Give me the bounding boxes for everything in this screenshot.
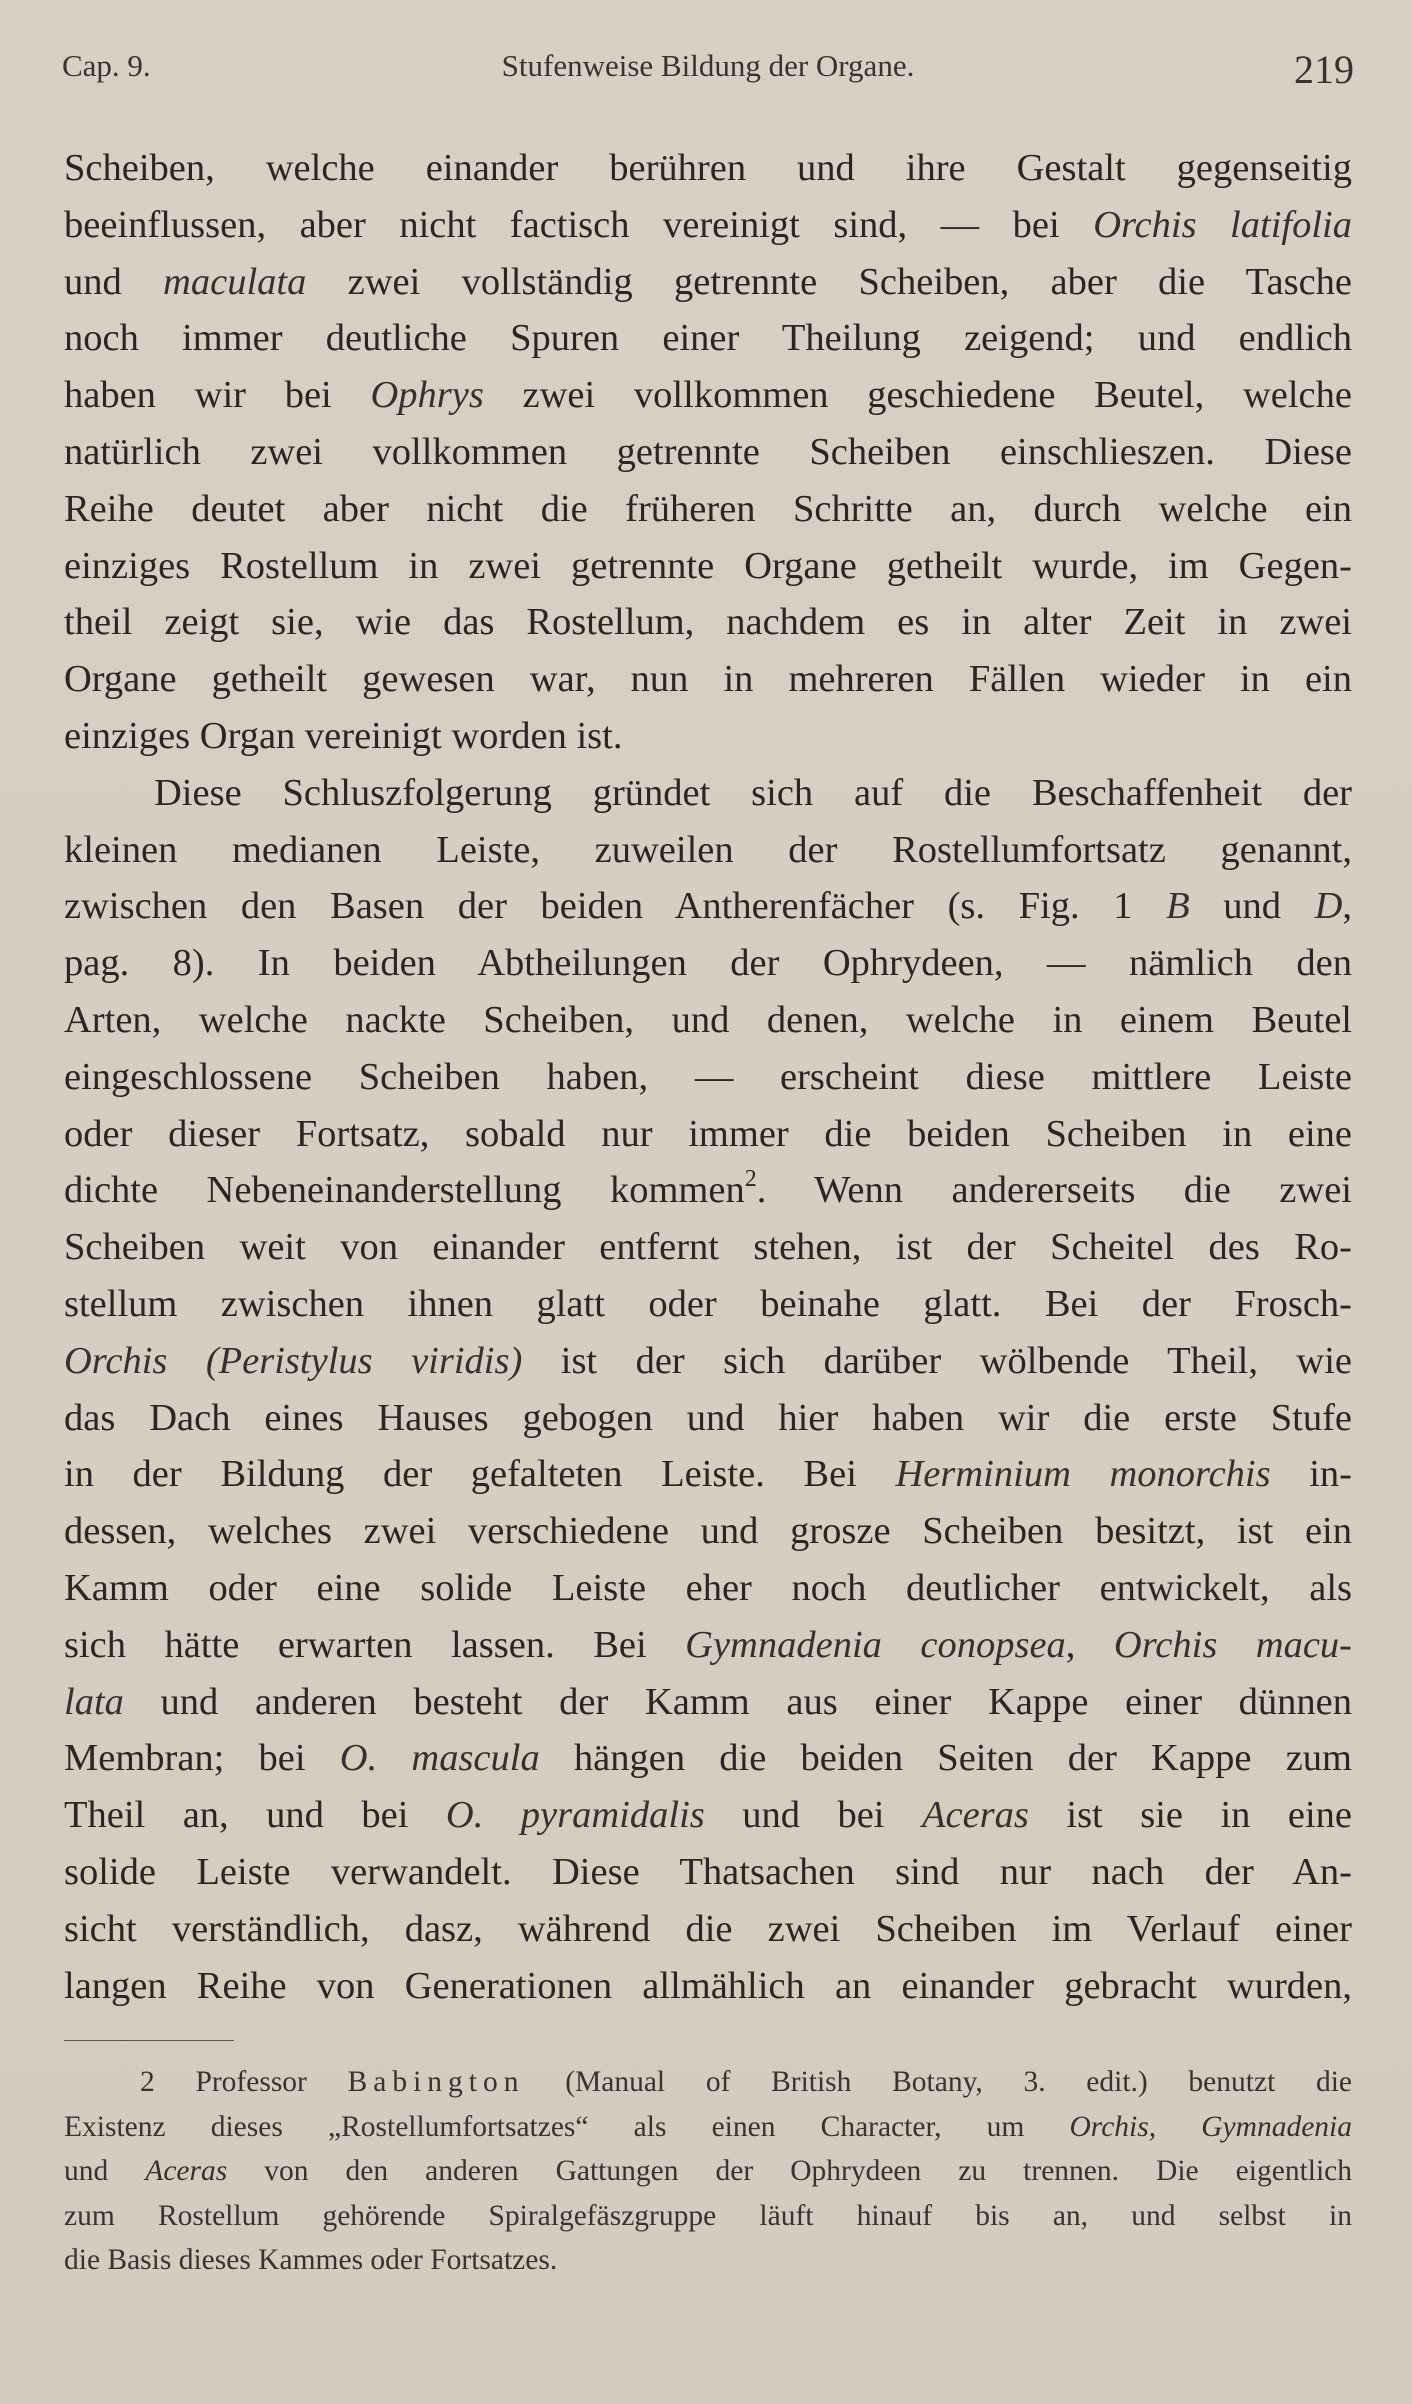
text-run: haben wir bei bbox=[64, 374, 371, 417]
page-number: 219 bbox=[1294, 47, 1354, 92]
text-run: 2 Professor bbox=[140, 2066, 348, 2098]
text-line bbox=[64, 1390, 1352, 1447]
text-run: Kamm oder eine solide Leiste eher noch deutlicher entwickelt, als bbox=[64, 1566, 1352, 1609]
text-run: Scheiben, welche einander berühren und ihre Gestalt gegenseitig bbox=[64, 147, 1352, 189]
text-line bbox=[64, 2105, 1352, 2150]
text-line bbox=[64, 651, 1352, 708]
running-header bbox=[62, 40, 1354, 100]
footnote bbox=[64, 2060, 1352, 2283]
text-run: die Basis dieses Kammes oder Fortsatzes. bbox=[64, 2244, 558, 2277]
footnote-marker: 2 bbox=[744, 1166, 757, 1193]
text-run: Existenz dieses „Rostellumfortsatzes“ als einen Character, um bbox=[64, 2110, 1070, 2143]
italic-term: Herminium monorchis bbox=[895, 1453, 1271, 1496]
text-run: oder dieser Fortsatz, sobald nur immer die beiden Scheiben in eine bbox=[64, 1112, 1352, 1155]
text-run: in der Bildung der gefalteten Leiste. Bei bbox=[64, 1453, 896, 1496]
text-line bbox=[64, 1333, 1352, 1390]
italic-term: Ophrys bbox=[370, 374, 484, 417]
text-run: , bbox=[1342, 885, 1353, 928]
italic-term: Orchis latifolia bbox=[1093, 203, 1352, 246]
italic-term: Orchis, Gymnadenia bbox=[1069, 2110, 1352, 2143]
text-line bbox=[64, 2060, 1352, 2105]
text-run: (Manual of British Botany, 3. edit.) benutzt die bbox=[524, 2066, 1352, 2098]
text-run: , bbox=[1065, 1623, 1114, 1666]
text-line bbox=[64, 140, 1352, 197]
italic-term: D bbox=[1314, 885, 1343, 928]
text-run: ist der sich darüber wölbende Theil, wie bbox=[522, 1339, 1353, 1382]
text-run: Scheiben weit von einander entfernt stehen, ist der Scheitel des Ro- bbox=[64, 1226, 1352, 1269]
text-run: einziges Organ vereinigt worden ist. bbox=[64, 714, 623, 757]
text-line bbox=[64, 1162, 1352, 1219]
text-run: und anderen besteht der Kamm aus einer Kappe einer dünnen bbox=[123, 1680, 1352, 1723]
text-run: natürlich zwei vollkommen getrennte Scheiben einschlieszen. Diese bbox=[64, 430, 1352, 473]
text-line bbox=[64, 594, 1352, 651]
text-run: noch immer deutliche Spuren einer Theilung zeigend; und endlich bbox=[64, 317, 1352, 360]
text-line bbox=[64, 2238, 1352, 2283]
italic-term: Aceras bbox=[921, 1794, 1029, 1837]
text-run: beeinflussen, aber nicht factisch vereinigt sind, — bei bbox=[64, 203, 1094, 246]
text-run: und bbox=[64, 260, 164, 303]
text-line bbox=[64, 878, 1352, 935]
text-run: in- bbox=[1270, 1453, 1352, 1496]
text-line bbox=[64, 538, 1352, 595]
text-line bbox=[64, 2149, 1352, 2194]
text-run: zum Rostellum gehörende Spiralgefäszgruppe läuft hinauf bis an, und selbst in bbox=[64, 2199, 1352, 2232]
text-line bbox=[64, 310, 1352, 367]
text-run: zwischen den Basen der beiden Antherenfächer (s. Fig. 1 bbox=[64, 885, 1167, 928]
text-line bbox=[64, 992, 1352, 1049]
italic-term: Gymnadenia conopsea bbox=[685, 1623, 1066, 1666]
text-run: einziges Rostellum in zwei getrennte Organe getheilt wurde, im Gegen- bbox=[64, 544, 1352, 587]
text-run: zwei vollständig getrennte Scheiben, aber die Tasche bbox=[306, 260, 1353, 303]
text-line bbox=[64, 367, 1352, 424]
text-run: und bbox=[1189, 885, 1315, 928]
text-run: . Wenn andererseits die zwei bbox=[756, 1169, 1352, 1212]
text-run: Membran; bei bbox=[64, 1737, 340, 1780]
text-run: stellum zwischen ihnen glatt oder beinahe glatt. Bei der Frosch- bbox=[64, 1282, 1352, 1325]
italic-term: maculata bbox=[163, 260, 307, 303]
text-run: Diese Schluszfolgerung gründet sich auf die Beschaffenheit der bbox=[154, 771, 1352, 814]
text-line bbox=[64, 424, 1352, 481]
text-run: langen Reihe von Generationen allmählich an einander gebracht wurden, bbox=[64, 1964, 1352, 2007]
text-run: zwei vollkommen geschiedene Beutel, welche bbox=[483, 374, 1352, 417]
text-run: dichte Nebeneinanderstellung kommen bbox=[64, 1169, 745, 1212]
running-title: Stufenweise Bildung der Organe. bbox=[501, 48, 915, 83]
italic-term: O. pyramidalis bbox=[445, 1794, 705, 1837]
text-line bbox=[64, 197, 1352, 254]
text-line bbox=[64, 1901, 1352, 1958]
text-line bbox=[64, 1503, 1352, 1560]
italic-term: Aceras bbox=[145, 2155, 228, 2188]
text-line bbox=[64, 1617, 1352, 1674]
text-run: Reihe deutet aber nicht die früheren Schritte an, durch welche ein bbox=[64, 487, 1352, 530]
text-line bbox=[64, 481, 1352, 538]
text-line bbox=[64, 1446, 1352, 1503]
text-run: kleinen medianen Leiste, zuweilen der Rostellumfortsatz genannt, bbox=[64, 828, 1352, 871]
italic-term: O. mascula bbox=[339, 1737, 540, 1780]
text-line bbox=[64, 1844, 1352, 1901]
text-line bbox=[64, 935, 1352, 992]
text-line bbox=[64, 1219, 1352, 1276]
text-run: das Dach eines Hauses gebogen und hier haben wir die erste Stufe bbox=[64, 1396, 1352, 1439]
text-run: sich hätte erwarten lassen. Bei bbox=[64, 1623, 686, 1666]
chapter-label: Cap. 9. bbox=[62, 48, 151, 83]
text-line bbox=[64, 1674, 1352, 1731]
text-run: theil zeigt sie, wie das Rostellum, nachdem es in alter Zeit in zwei bbox=[64, 601, 1352, 644]
text-run: pag. 8). In beiden Abtheilungen der Ophrydeen, — nämlich den bbox=[64, 942, 1352, 985]
text-line bbox=[64, 2194, 1352, 2239]
text-run: solide Leiste verwandelt. Diese Thatsachen sind nur nach der An- bbox=[64, 1850, 1352, 1893]
italic-term: Orchis macu- bbox=[1113, 1623, 1353, 1666]
text-line bbox=[64, 822, 1352, 879]
text-line bbox=[64, 1730, 1352, 1787]
body-text bbox=[64, 140, 1352, 2014]
footnote-divider bbox=[64, 2040, 234, 2041]
italic-term: Orchis (Peristylus viridis) bbox=[64, 1339, 523, 1382]
text-run: von den anderen Gattungen der Ophrydeen zu trennen. Die eigentlich bbox=[227, 2155, 1352, 2188]
text-line bbox=[64, 1049, 1352, 1106]
text-run: sicht verständlich, dasz, während die zwei Scheiben im Verlauf einer bbox=[64, 1907, 1352, 1950]
text-line bbox=[64, 1106, 1352, 1163]
italic-term: lata bbox=[64, 1680, 124, 1723]
text-line bbox=[64, 1560, 1352, 1617]
text-run: Arten, welche nackte Scheiben, und denen, welche in einem Beutel bbox=[64, 998, 1352, 1041]
author-name: Babington bbox=[347, 2066, 525, 2098]
text-run: dessen, welches zwei verschiedene und grosze Scheiben besitzt, ist ein bbox=[64, 1510, 1352, 1553]
text-run: hängen die beiden Seiten der Kappe zum bbox=[539, 1737, 1352, 1780]
text-run: Theil an, und bei bbox=[64, 1794, 446, 1837]
text-line bbox=[64, 1276, 1352, 1333]
text-line bbox=[64, 1787, 1352, 1844]
text-run: und bei bbox=[704, 1794, 922, 1837]
text-line bbox=[64, 708, 1352, 765]
text-run: und bbox=[64, 2155, 146, 2188]
text-line bbox=[64, 254, 1352, 311]
text-line bbox=[64, 765, 1352, 822]
text-run: Organe getheilt gewesen war, nun in mehreren Fällen wieder in ein bbox=[64, 658, 1352, 701]
italic-term: B bbox=[1166, 885, 1190, 928]
text-line bbox=[64, 1958, 1352, 2015]
text-run: ist sie in eine bbox=[1028, 1794, 1353, 1837]
text-run: eingeschlossene Scheiben haben, — erscheint diese mittlere Leiste bbox=[64, 1055, 1352, 1098]
